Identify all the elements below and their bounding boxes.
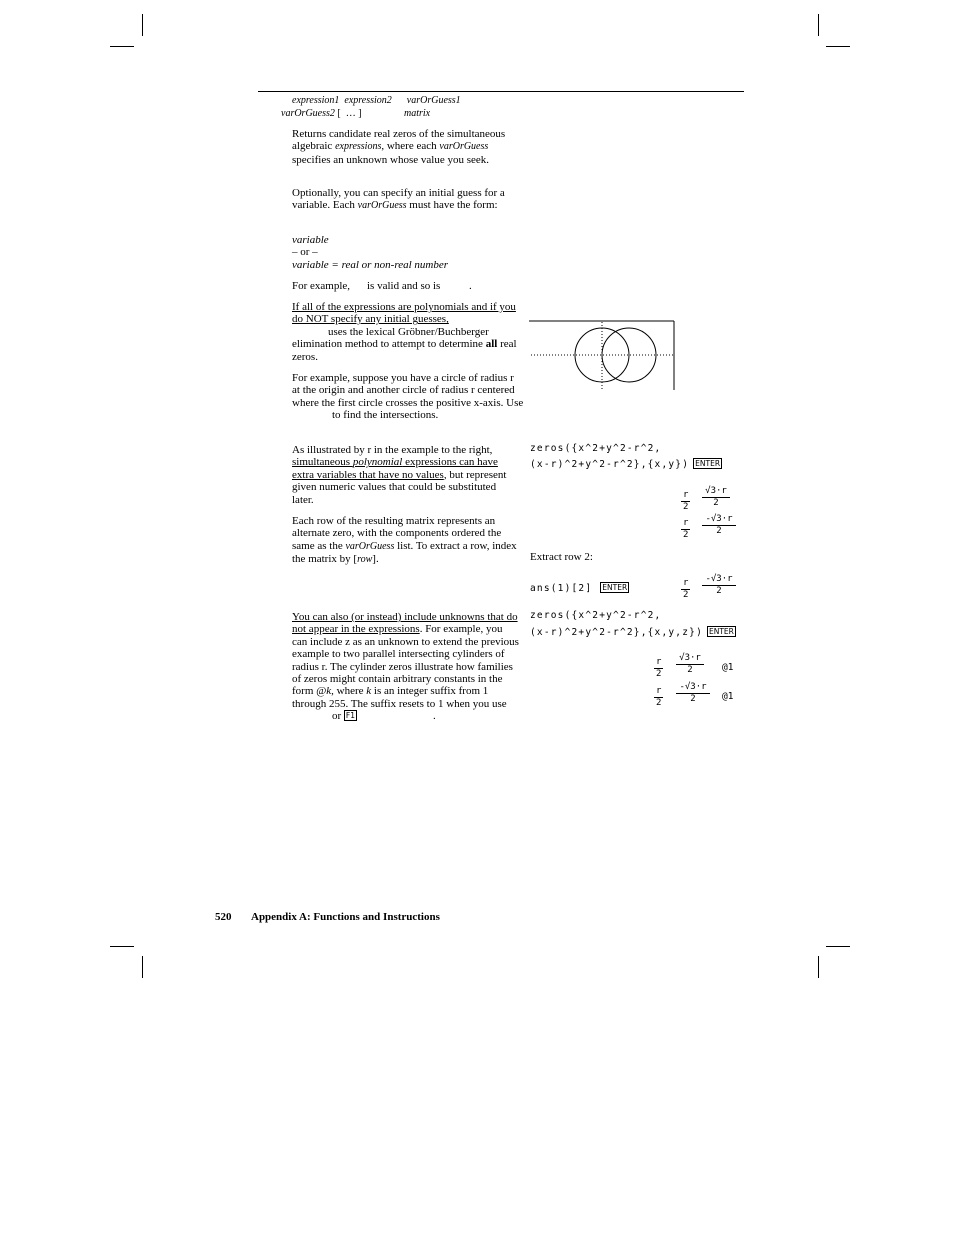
- f1-key-icon: F1: [345, 711, 356, 721]
- result2-c2: $\frac{-√3\cdot r}{2}$: [702, 574, 736, 597]
- enter-key-icon: ENTER: [695, 459, 721, 468]
- form-variable: variable: [292, 234, 329, 246]
- result3-r1c3: @1: [722, 662, 734, 673]
- result1-r1c1: $\frac{r}{2}$: [683, 490, 689, 512]
- result3-r1c1: $\frac{r}{2}$: [656, 657, 662, 679]
- form-or: – or –: [292, 246, 318, 258]
- result3-r2c2: $\frac{-√3\cdot r}{2}$: [676, 682, 710, 705]
- syntax-line-2: varOrGuess2 [ … ]: [281, 108, 362, 119]
- crop-mark: [826, 946, 850, 947]
- paragraph-circle-example: For example, suppose you have a circle of radius r at the origin and another circle of radius r centered where the first circle crosses the positive x-axis. Useto find the intersections.: [292, 372, 524, 422]
- example3-command-line2: (x-r)^2+y^2-r^2},{x,y,z}) ENTER: [530, 627, 734, 638]
- result3-r1c2: $\frac{√3\cdot r}{2}$: [676, 653, 704, 676]
- result1-r2c1: $\frac{r}{2}$: [683, 518, 689, 540]
- paragraph-extra-variables: As illustrated by r in the example to the right, simultaneous polynomial expressions can have extra variables that have no values, but represent given numeric values that could be substituted later.: [292, 444, 507, 506]
- enter-key-icon: ENTER: [709, 627, 734, 636]
- paragraph-initial-guess: Optionally, you can specify an initial guess for a variable. Each varOrGuess must have the form:: [292, 187, 505, 212]
- result1-r2c2: $\frac{-√3\cdot r}{2}$: [702, 514, 736, 537]
- form-variable-value: variable = real or non-real number: [292, 259, 449, 271]
- result1-r1c2: $\frac{√3\cdot r}{2}$: [702, 486, 730, 509]
- example1-command-line2: (x-r)^2+y^2-r^2},{x,y}) ENTER: [530, 459, 721, 470]
- enter-key-icon: ENTER: [602, 583, 628, 592]
- example-text-a: For example,: [292, 280, 351, 292]
- paragraph-matrix-rows: Each row of the resulting matrix represents an alternate zero, with the components ordered the same as the varOrGuess list. To extract a row, index the matrix by [row].: [292, 515, 517, 566]
- result3-r2c3: @1: [722, 691, 734, 702]
- example-text-b: is valid and so is: [367, 280, 441, 292]
- result2-c1: $\frac{r}{2}$: [683, 578, 689, 600]
- page-number: 520: [215, 911, 232, 923]
- paragraph-polynomials: If all of the expressions are polynomials and if you do NOT specify any initial guesses, uses the lexical Gröbner/Buchberger elimination method to attempt to determine all real zeros.: [292, 301, 517, 363]
- example3-command-line1: zeros({x^2+y^2-r^2,: [530, 610, 662, 621]
- crop-mark: [142, 14, 143, 36]
- crop-mark: [142, 956, 143, 978]
- result3-r2c1: $\frac{r}{2}$: [656, 686, 662, 708]
- crop-mark: [818, 14, 819, 36]
- crop-mark: [110, 946, 134, 947]
- paragraph-description: Returns candidate real zeros of the simultaneous algebraic expressions, where each varOrGuess specifies an unknown whose value you seek.: [292, 128, 506, 166]
- section-title: Appendix A: Functions and Instructions: [251, 911, 440, 923]
- example1-command-line1: zeros({x^2+y^2-r^2,: [530, 443, 662, 454]
- syntax-matrix: matrix: [404, 108, 431, 119]
- two-circles-graph: [529, 318, 679, 392]
- header-rule: [258, 91, 744, 92]
- crop-mark: [818, 956, 819, 978]
- crop-mark: [826, 46, 850, 47]
- paragraph-cylinders: You can also (or instead) include unknowns that do not appear in the expressions. For example, you can include z as an unknown to extend the previous example to two parallel intersecting cylinders of radius r. The cylinder zeros illustrate how families of zeros might contain arbitrary constants in the form @k, where k is an integer suffix from 1 through 255. The suffix resets to 1 when you useor F1 .: [292, 611, 519, 723]
- example-text-c: .: [469, 280, 472, 292]
- example2-command: ans(1)[2] ENTER: [530, 583, 628, 594]
- crop-mark: [110, 46, 134, 47]
- extract-row-label: Extract row 2:: [530, 551, 593, 563]
- syntax-line-1: expression1 expression2 varOrGuess1: [292, 95, 461, 106]
